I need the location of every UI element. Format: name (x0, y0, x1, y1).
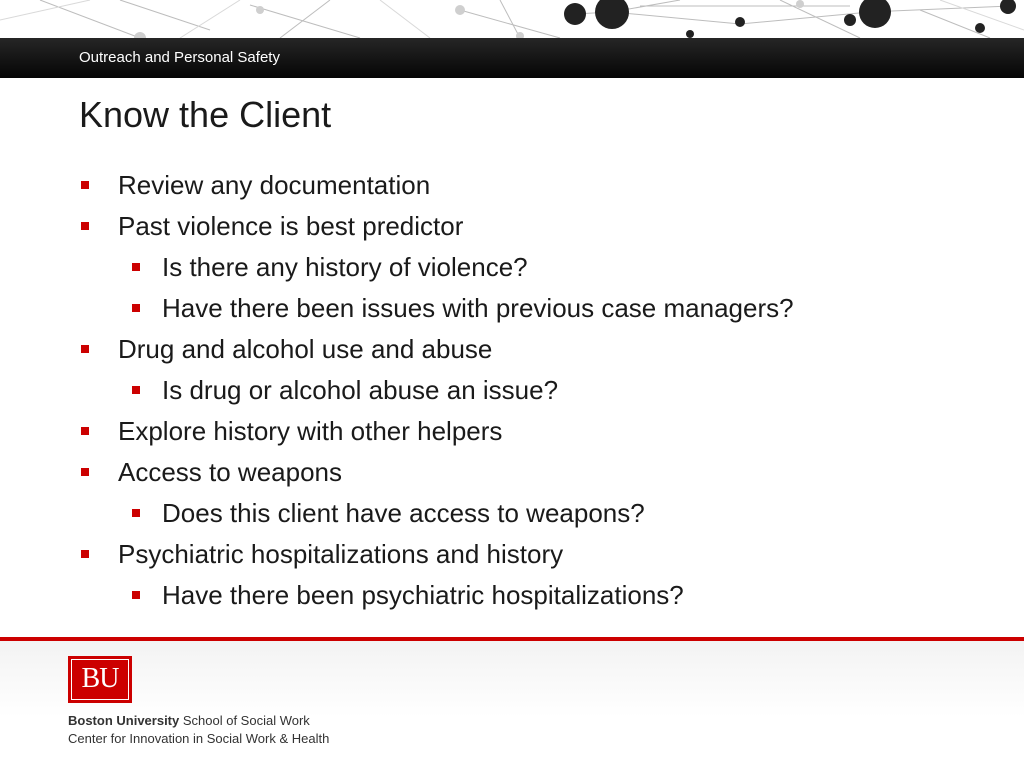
header-title: Outreach and Personal Safety (79, 49, 280, 66)
bullet-text: Past violence is best predictor (118, 211, 464, 241)
sub-bullet-text: Is drug or alcohol abuse an issue? (162, 375, 559, 405)
bullet-text: Access to weapons (118, 457, 343, 487)
red-square-bullet-icon (81, 222, 89, 230)
red-square-bullet-icon (81, 550, 89, 558)
org-name (68, 713, 310, 728)
sub-bullet-text: Is there any history of violence? (162, 252, 528, 282)
red-square-bullet-icon (132, 386, 140, 394)
bullet-text: Review any documentation (118, 170, 431, 200)
bullet-text: Psychiatric hospitalizations and history (118, 539, 564, 569)
bu-logo (68, 656, 132, 703)
org-center-name: Center for Innovation in Social Work & Health (68, 731, 330, 746)
network-nodes-icon (0, 0, 1024, 38)
sub-bullet-text: Does this client have access to weapons? (162, 498, 645, 528)
bullet-text: Explore history with other helpers (118, 416, 503, 446)
sub-bullet-text: Have there been psychiatric hospitalizations? (162, 580, 684, 610)
red-square-bullet-icon (81, 427, 89, 435)
red-square-bullet-icon (132, 263, 140, 271)
sub-bullet-text: Have there been issues with previous case managers? (162, 293, 794, 323)
slide-title: Know the Client (79, 94, 332, 135)
bu-logo-text: BU (71, 659, 129, 700)
header-bar (0, 38, 1024, 78)
red-square-bullet-icon (132, 591, 140, 599)
red-square-bullet-icon (81, 181, 89, 189)
red-square-bullet-icon (81, 468, 89, 476)
network-graphic (0, 0, 1024, 38)
footer (0, 641, 1024, 768)
org-name-bold: Boston University (68, 713, 180, 728)
org-name-school: School of Social Work (179, 713, 310, 728)
red-square-bullet-icon (132, 509, 140, 517)
red-square-bullet-icon (132, 304, 140, 312)
bullet-text: Drug and alcohol use and abuse (118, 334, 493, 364)
red-square-bullet-icon (81, 345, 89, 353)
